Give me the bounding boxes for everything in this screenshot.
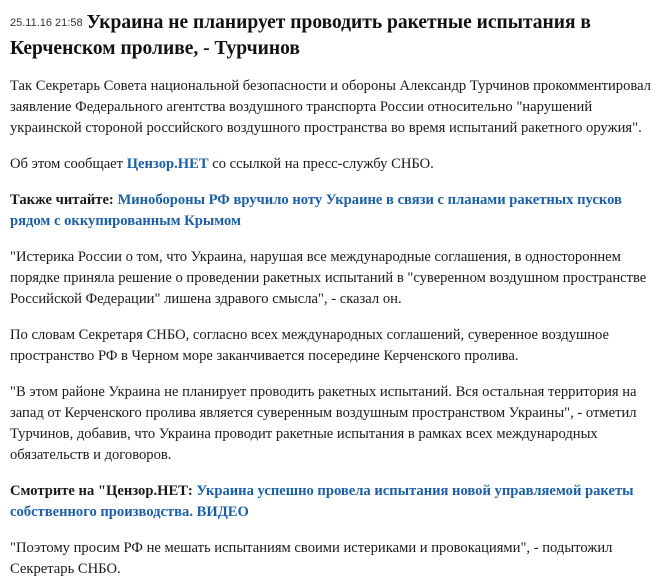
article-timestamp: 25.11.16 21:58 [10, 17, 83, 29]
paragraph-intro: Так Секретарь Совета национальной безопасности и обороны Александр Турчинов прокомментировал заявление Федерального агентства воздушного транспорта России относительно "нарушений украинской стороной российского воздушного пространства во время испытаний ракетного оружия". [10, 78, 651, 136]
paragraph-quote-2: "В этом районе Украина не планирует проводить ракетных испытаний. Вся остальная территория на запад от Керченского пролива является суверенным воздушным пространством Украины", - отметил Турчинов, добавив, что Украина проводит ракетные испытания в рамках всех международных обязательств и договоров. [10, 384, 637, 463]
source-prefix-text: Об этом сообщает [10, 156, 127, 172]
censor-net-link[interactable]: Цензор.НЕТ [126, 156, 209, 172]
paragraph-quote-3: "Поэтому просим РФ не мешать испытаниям своими истериками и провокациями", - подытожил Секретарь СНБО. [10, 540, 613, 577]
page-title: Украина не планирует проводить ракетные испытания в Керченском проливе, - Турчинов [10, 12, 591, 59]
paragraph-body-2: По словам Секретаря СНБО, согласно всех международных соглашений, суверенное воздушное пространство РФ в Черном море заканчивается посередине Керченского пролива. [10, 327, 609, 364]
paragraph-source [10, 154, 660, 175]
watch-block [10, 481, 660, 523]
source-suffix-text: со ссылкой на пресс-службу СНБО. [208, 156, 434, 172]
watch-label: Смотрите на "Цензор.НЕТ: [10, 483, 193, 499]
also-read-block [10, 190, 660, 232]
watch-video-link[interactable]: Украина успешно провела испытания новой управляемой ракеты собственного производства. ВИДЕО [10, 483, 634, 520]
paragraph-quote-1: "Истерика России о том, что Украина, нарушая все международные соглашения, в одностороннем порядке приняла решение о проведении ракетных испытаний в "суверенном воздушном пространстве Российской Федерации" лишена здравого смысла", - сказал он. [10, 249, 647, 307]
also-read-label: Также читайте: [10, 192, 114, 208]
headline-block [10, 10, 660, 62]
also-read-link[interactable]: Минобороны РФ вручило ноту Украине в связи с планами ракетных пусков рядом с оккупированным Крымом [10, 192, 622, 229]
